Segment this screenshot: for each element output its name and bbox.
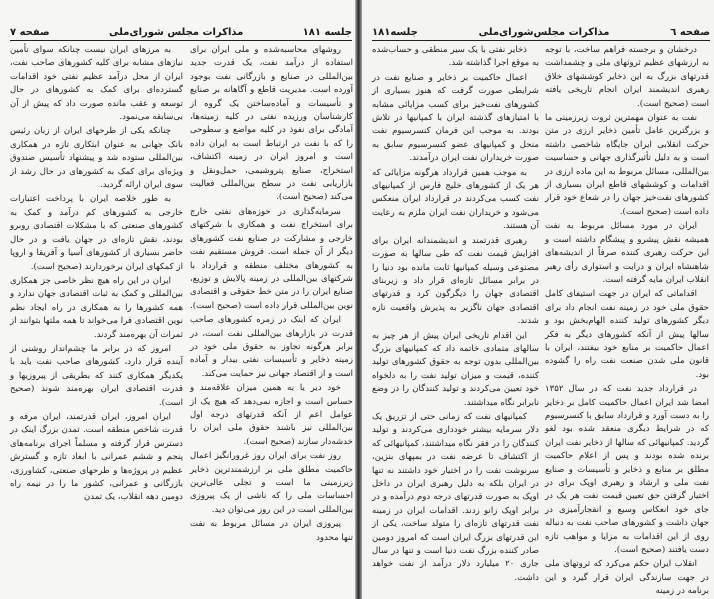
session-label: جلسه۱۸۱ (372, 27, 418, 38)
paragraph: امروز که در برابر ما چشم‌انداز روشنی از آینده قرار دارد، کشورهای صاحب نفت باید با یکدیگر همکاری کنند که بطریقی از پیروزیها و قدرت اقتصادی ایران بهره‌مند شوند (صحیح است). (10, 343, 183, 408)
paragraph: خود دیر یا به همین میزان علاقه‌مند و حساس است و اجازه نمی‌دهد که هیچ یک از عوامل اعم از آنکه قدرتهای درجه اول بین‌المللی نیز باشند حقوق ملی ایران را خدشه‌دار سازند (صحیح است). (190, 383, 353, 447)
paragraph: این اقدام تاریخی ایران پیش از هر چیز به سالهای متمادی خاتمه داد که کمپانیهای بزرگ بین‌المللی بدون توجه به حقوق کشورهای تولید کننده، قیمت و میزان تولید نفت را به دلخواه خود تعیین می‌کردند و تولید کنندگان را در وضع نابرابر نگاه میداشتند. (372, 330, 539, 408)
paragraph: به طور خلاصه ایران با پرداخت اعتبارات خارجی به کشورهای کم درآمد و کمک به کشورهای صنعتی که با مشکلات اقتصادی روبرو بودند، نقش تازه‌ای در جهان یافت و در حال حاضر بسیاری از کشورهای آسیا و آفریقا و اروپا از کمکهای ایران برخوردارند (صحیح است). (10, 194, 183, 272)
text-column-1 (545, 44, 709, 597)
paragraph: پیروزی ایران در مسائل مربوط به نفت تنها محدود (190, 519, 353, 543)
paragraph: کمپانیهای نفت که زمانی حتی از تزریق یک دلار سرمایه بیشتر خودداری می‌کردند و تولید کنندگان را در فقر نگاه میداشتند، کمپانیهائی که از اکتشاف تا عرضه نفت در بمپهای بنزین، سرنوشت نفت را در اختیار خود داشتند نه تنها در ایران بلکه به دلیل رهبری ایران در داخل اوپک به صورت قدرتهای درجه دوم درآمده و در برابر اوپک زانو زدند. اقدامات ایران در زمینه نفت قدرتهای تازه‌ای را متولد ساخت، یکی از این قدرتهای بزرگ ایران است که امروز دومین صادر کننده بزرگ نفت دنیا است و تنها در سال جاری ۲۰ میلیارد دلار درآمد از نفت خواهد داشت. (372, 411, 539, 583)
page-number: صفحه ۷ (10, 27, 50, 38)
paragraph: ایران در این راه هیچ نظر خاصی جز همکاری بین‌المللی و کمک به ثبات اقتصادی جهان ندارد و همه کشورها را به همکاری در راه ایجاد نظم نوین اقتصادی فرا می‌خواند تا همه ملتها بتوانند از ثمرات آن بهره‌مند گردند. (10, 275, 183, 340)
paragraph: در قرارداد جدید نفت که در سال ۱۳۵۲ امضا شد ایران اعمال حاکمیت کامل بر ذخایر را به دست آورد و قرارداد سابق با کنسرسیوم که در شرایط دیگری منعقد شده بود لغو گردید. کمپانیهائی که سالها از ذخایر نفت ایران برنده شده بودند و پس از اعلام حاکمیت مطلق بر منابع و ذخایر و تأسیسات و صنایع نفت ملی و ارشاد و رهبری اوپک برای در اختیار گرفتن حق تعیین قیمت نفت هر یک در جای خود انعکاس وسیع و انفجارآمیزی در جهان داشت و کشورهای صاحب نفت به دنباله روی از این اقدامات به مزایا و مواهب تازه دست یافتند (صحیح است). (545, 384, 709, 556)
paragraph: ایران که اینک در زمره کشورهای صاحب قدرت در بازارهای بین‌المللی نفت است، در برابر هرگونه تجاوز به حقوق ملی خود در زمینه ذخایر و تأسیسات نفتی بیدار و آماده است و از اقتصاد جهانی نیز حمایت می‌کند. (190, 315, 353, 379)
paragraph: سرمایه‌گذاری در حوزه‌های نفتی خارج برای استخراج نفت و همکاری با شرکتهای خارجی و مشارکت در صنایع نفت کشورهای دیگر از آن جمله است. فروش مستقیم نفت به کشورهای مختلف منطقه و قرارداد با شرکتهای بین‌المللی در زمینه پالایش و توزیع، صنایع ایران را در متن خط حقوقی و اقتصادی نوین بین‌المللی قرار داده است (صحیح است). (190, 206, 353, 311)
session-label: جلسه ۱۸۱ (302, 27, 352, 38)
paragraph: روز نفت برای ایران روز غرورانگیز اعمال حاکمیت مطلق ملی بر ارزشمندترین ذخایر زیرزمینی ما است و تجلی عالی‌ترین احساسات ملی را که ناشی از یک پیروزی بین‌المللی است در این روز می‌توان دید. (190, 451, 353, 515)
text-column-2 (10, 44, 183, 589)
paragraph: نفت به عنوان مهمترین ثروت زیرزمینی ما و بزرگترین عامل تأمین ذخایر ارزی در متن حرکت انقلابی ایران جایگاه شاخصی داشته است و به دلیل تأثیرگذاری جهانی و حساسیت بین‌المللی، مسائل مربوط به این ماده ارزی در اقدامات و کوششهای قاطع ایران بسیاری از کشورهای نفت‌خیز جهان را در شعاع خود قرار داده است (صحیح است). (545, 113, 709, 217)
paragraph: ایران امروز، ایران قدرتمند، ایران مرفه و قدرت شاخص منطقه است. تمدن بزرگ اینک در دسترس قرار گرفته و مسلماً اجرای برنامه‌های پنجم و ششم عمرانی با ابعاد تازه و گسترش عظیم در پروژه‌ها و طرحهای صنعتی، کشاورزی، بازرگانی و عمرانی، کشور ما را در نیمه راه دومین دهه انقلاب، یک تمدن (10, 411, 183, 503)
publication-title: مذاکرات مجلس‌شورای‌ملی (478, 27, 610, 38)
text-column-2 (372, 44, 539, 589)
page-header (10, 24, 352, 41)
paragraph: اعمال حاکمیت بر ذخایر و صنایع نفت در شرایطی صورت گرفت که هنوز بسیاری از کشورهای نفت‌خیز برای کسب مزایائی مشابه با امتیازهای گذشته ایران با کمپانیها در تلاش بودند. به موجب این فرمان کنسرسیوم نفت منحل و کمپانیهای عضو کنسرسیوم سابق به صورت خریداران نفت ایران درآمدند. (372, 72, 539, 164)
paragraph: انقلاب ایران حکم می‌کرد که ثروتهای ملی در جهت سازندگی ایران قرار گیرد و این برنامه در زمینه (545, 559, 709, 597)
page-number: صفحه ٦ (670, 27, 710, 38)
paragraph: اقداماتی که ایران در جهت استیفای کامل حقوق ملی خود در زمینه نفت انجام داد برای دیگر کشورهای تولید کننده الهام‌بخش بود و سالها پیش از آنکه کشورهای دیگر به فکر اعمال حاکمیت بر منابع خود بیفتند، ایران با قانون ملی شدن صنعت نفت راه را گشوده بود. (545, 289, 709, 380)
page-6 (362, 0, 714, 599)
paragraph: به موجب همین قرارداد هرگونه مزایائی که هر یک از کشورهای خلیج فارس از کمپانیهای نفت کسب می‌کردند در قرارداد ایران منعکس می‌شود و خریداران نفت ایران ملزم به رعایت آن هستند. (372, 167, 539, 232)
page-header (372, 24, 710, 41)
paragraph: درخشان و برجسته فراهم ساخت، با توجه به ارزشهای عظیم ثروتهای ملی و چشمداشت قدرتهای بزرگ به این ذخایر کوششهای خلاق رهبری اندیشمند ایران انجام تاریخی یافته است (صحیح است). (545, 45, 709, 109)
publication-title: مذاکرات مجلس شورای‌ملی (109, 27, 244, 38)
paragraph: رهبری قدرتمند و اندیشمندانه ایران برای افزایش قیمت نفت که طی سالها به صورت مصنوعی وسیله کمپانیها ثابت مانده بود دنیا را در برابر مسائل تازه‌ای قرار داد و زیربنای اقتصادی جهان را دیگرگون کرد و قدرتهای اقتصادی جهان ناگزیر به پذیرش واقعیت تازه شدند. (372, 235, 539, 327)
paragraph: ایران در مورد مسائل مربوط به نفت همیشه نقش پیشرو و پیشگام داشته است و این حرکت رهبری کننده صرفاً از اندیشه‌های شاهنشاه ایران و درایت و استواری رأی رهبر انقلاب ایران مایه گرفته است. (545, 221, 709, 285)
paragraph: روشهای محاسبه‌شده و ملی ایران برای استفاده از درآمد نفت، یک قدرت جدید بین‌المللی در صنایع و بازرگانی نفت بوجود آورده است. مدیریت قاطع و آگاهانه بر صنایع و تأسیسات و آماده‌ساختن یک گروه از کارشناسان ورزیده نفتی در کلیه زمینه‌ها، آمادگی برای نفوذ در کلیه مواضع و سطوحی را که با نفت در ارتباط است به ایران داده است و امروز ایران در زمینه اکتشاف، استخراج، صنایع پتروشیمی، حمل‌ونقل و بازاریابی نفت در سطح بین‌المللی فعالیت می‌کند (صحیح است). (190, 45, 353, 203)
text-column-1 (190, 44, 353, 589)
paragraph: به مرزهای ایران نیست چنانکه سوای تأمین نیازهای مشابه برای کلیه کشورهای صاحب نفت، ایران از محل درآمد عظیم نفتی خود اقدامات گسترده‌ای برای کمک به کشورهای در حال توسعه و عقب مانده صورت داد که پیش از آن بی‌سابقه می‌نمود. (10, 45, 183, 123)
paragraph: چنانکه یکی از طرحهای ایران از زبان رئیس بانک جهانی به عنوان ابتکاری تازه در همکاری بین‌المللی ستوده شد و پیشنهاد تأسیس صندوق ویژه‌ای برای کمک به کشورهای در حال رشد از سوی ایران ارائه گردید. (10, 126, 183, 191)
paragraph: ذخایر نفتی با یک سیر منطقی و حساب‌شده به موقع اجرا گذاشته شد. (372, 45, 539, 69)
